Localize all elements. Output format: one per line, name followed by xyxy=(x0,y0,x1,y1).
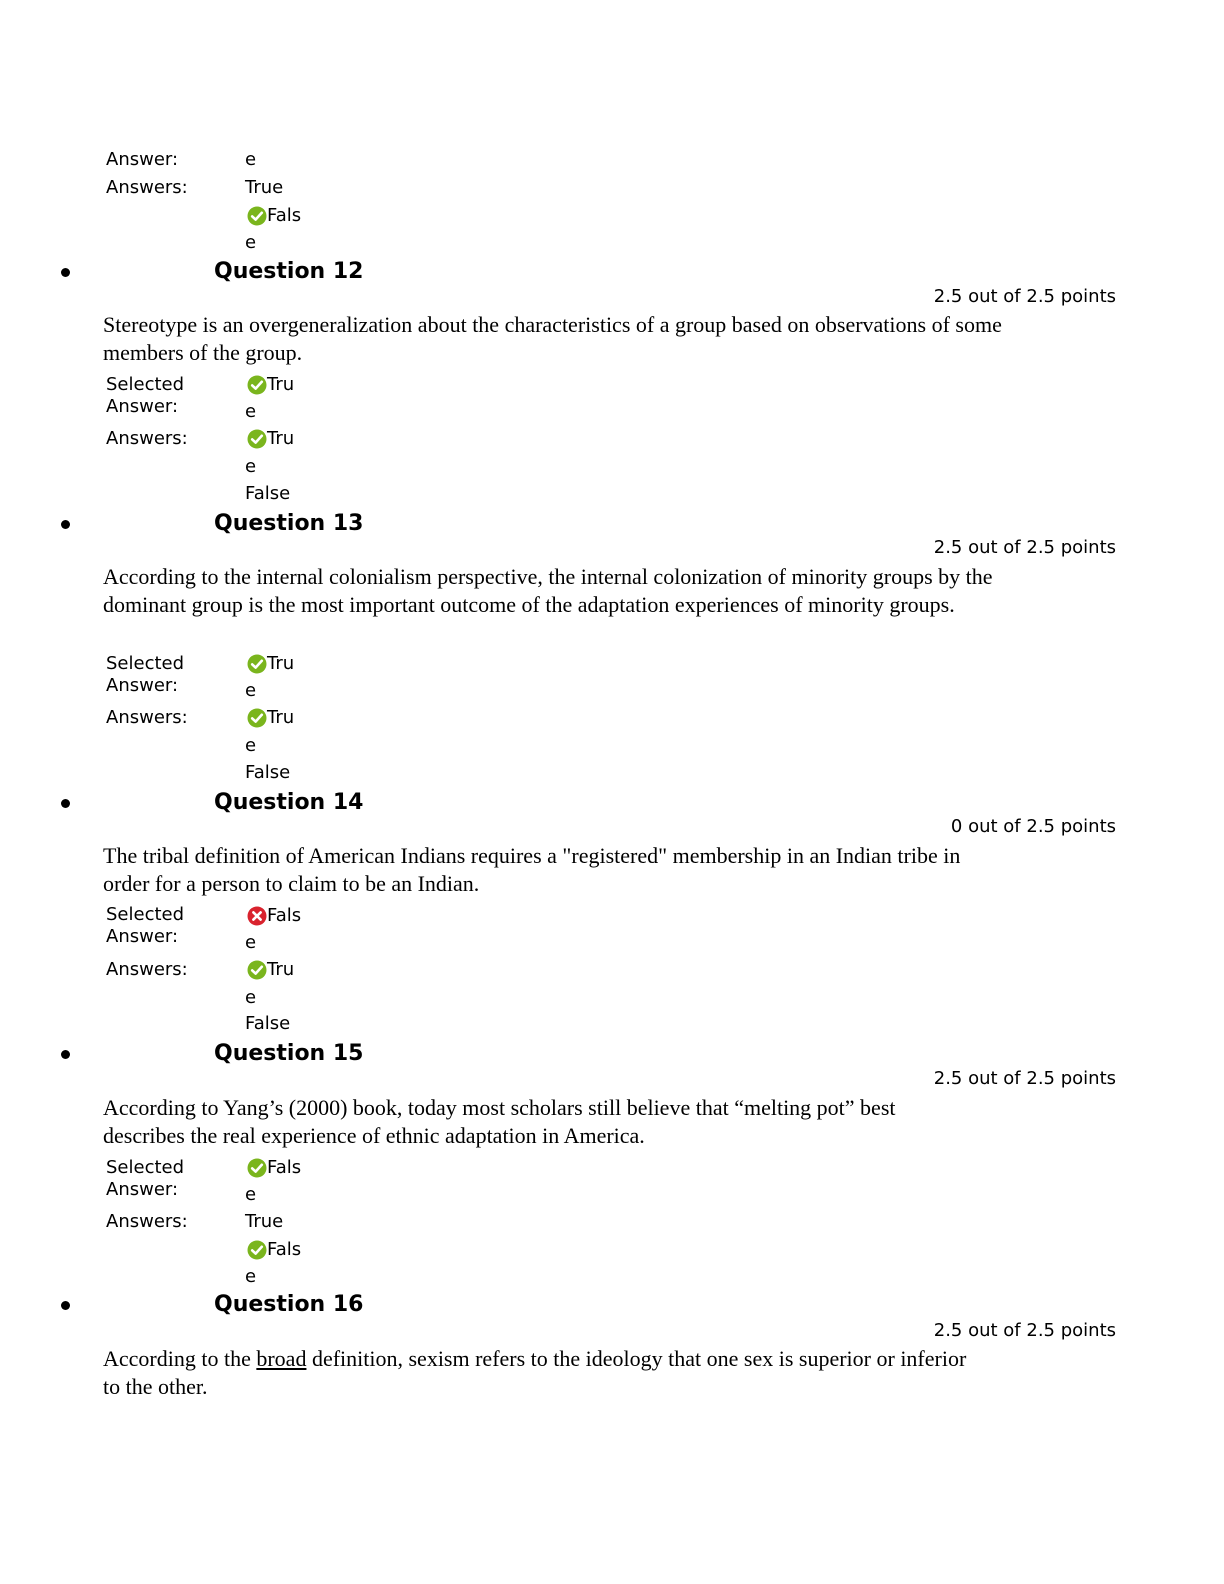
answer-option-true: True xyxy=(245,177,284,198)
question-title: Question 12 xyxy=(214,259,364,284)
underlined-term: broad xyxy=(256,1346,307,1371)
check-circle-icon xyxy=(247,206,267,226)
question-text: According to the internal colonialism perspective, the internal colonization of minority groups by the dominant group is the most important outcome of the adaptation experiences of minority groups. xyxy=(103,564,993,617)
selected-answer-label: Answer: xyxy=(106,926,179,947)
question-title: Question 15 xyxy=(214,1041,364,1066)
answer-option-true: Tru xyxy=(247,707,294,729)
answer-option-true-tail: e xyxy=(245,987,257,1008)
check-circle-icon xyxy=(247,708,267,728)
question-points: 2.5 out of 2.5 points xyxy=(933,1320,1116,1341)
question-points: 2.5 out of 2.5 points xyxy=(933,286,1116,307)
question-text: According to Yang’s (2000) book, today most scholars still believe that “melting pot” best describes the real experience of ethnic adaptation in America. xyxy=(103,1095,896,1148)
selected-label: Selected xyxy=(106,904,185,925)
question-title: Question 16 xyxy=(214,1292,364,1317)
question-text: The tribal definition of American Indians requires a "registered" membership in an Indian tribe in order for a person to claim to be an Indian. xyxy=(103,843,961,896)
answer-option-true-tail: e xyxy=(245,735,257,756)
selected-label: Selected xyxy=(106,1157,185,1178)
question-title: Question 14 xyxy=(214,790,364,815)
answer-option-false-tail: e xyxy=(245,1266,257,1287)
answer-option-true: Tru xyxy=(247,428,294,450)
check-circle-icon xyxy=(247,429,267,449)
answer-option-false: False xyxy=(245,483,291,504)
selected-answer-tail: e xyxy=(245,401,257,422)
answer-option-true: True xyxy=(245,1211,284,1232)
answer-option-false-tail: e xyxy=(245,232,257,253)
selected-answer: Tru xyxy=(247,374,294,396)
selected-answer-label: Answer: xyxy=(106,1179,179,1200)
bullet xyxy=(61,520,70,529)
selected-answer: Tru xyxy=(247,653,294,675)
answers-label: Answers: xyxy=(106,177,188,198)
bullet xyxy=(61,1050,70,1059)
question-title: Question 13 xyxy=(214,511,364,536)
selected-answer: Fals xyxy=(247,1157,301,1179)
selected-label: Selected xyxy=(106,653,185,674)
check-circle-icon xyxy=(247,1158,267,1178)
answers-label: Answers: xyxy=(106,1211,188,1232)
answer-label: Answer: xyxy=(106,149,179,170)
answer-option-false: False xyxy=(245,762,291,783)
answers-label: Answers: xyxy=(106,428,188,449)
check-circle-icon xyxy=(247,654,267,674)
question-points: 2.5 out of 2.5 points xyxy=(933,537,1116,558)
question-points: 2.5 out of 2.5 points xyxy=(933,1068,1116,1089)
answer-option-false: Fals xyxy=(247,1239,301,1261)
check-circle-icon xyxy=(247,375,267,395)
answer-option-true: Tru xyxy=(247,959,294,981)
selected-answer-tail: e xyxy=(245,1184,257,1205)
bullet xyxy=(61,799,70,808)
question-text: According to the broad definition, sexism refers to the ideology that one sex is superior or inferior to the other. xyxy=(103,1346,967,1399)
selected-answer-tail: e xyxy=(245,149,257,170)
bullet xyxy=(61,1301,70,1310)
answers-label: Answers: xyxy=(106,707,188,728)
selected-answer-tail: e xyxy=(245,680,257,701)
answers-label: Answers: xyxy=(106,959,188,980)
selected-answer-label: Answer: xyxy=(106,675,179,696)
answer-option-false: Fals xyxy=(247,205,301,227)
question-points: 0 out of 2.5 points xyxy=(950,816,1116,837)
check-circle-icon xyxy=(247,960,267,980)
selected-label: Selected xyxy=(106,374,185,395)
selected-answer: Fals xyxy=(247,905,301,927)
answer-option-true-tail: e xyxy=(245,456,257,477)
question-text: Stereotype is an overgeneralization about the characteristics of a group based on observations of some members of the group. xyxy=(103,312,1002,365)
answer-option-false: False xyxy=(245,1013,291,1034)
bullet xyxy=(61,268,70,277)
check-circle-icon xyxy=(247,1240,267,1260)
selected-answer-tail: e xyxy=(245,932,257,953)
x-circle-icon xyxy=(247,906,267,926)
selected-answer-label: Answer: xyxy=(106,396,179,417)
